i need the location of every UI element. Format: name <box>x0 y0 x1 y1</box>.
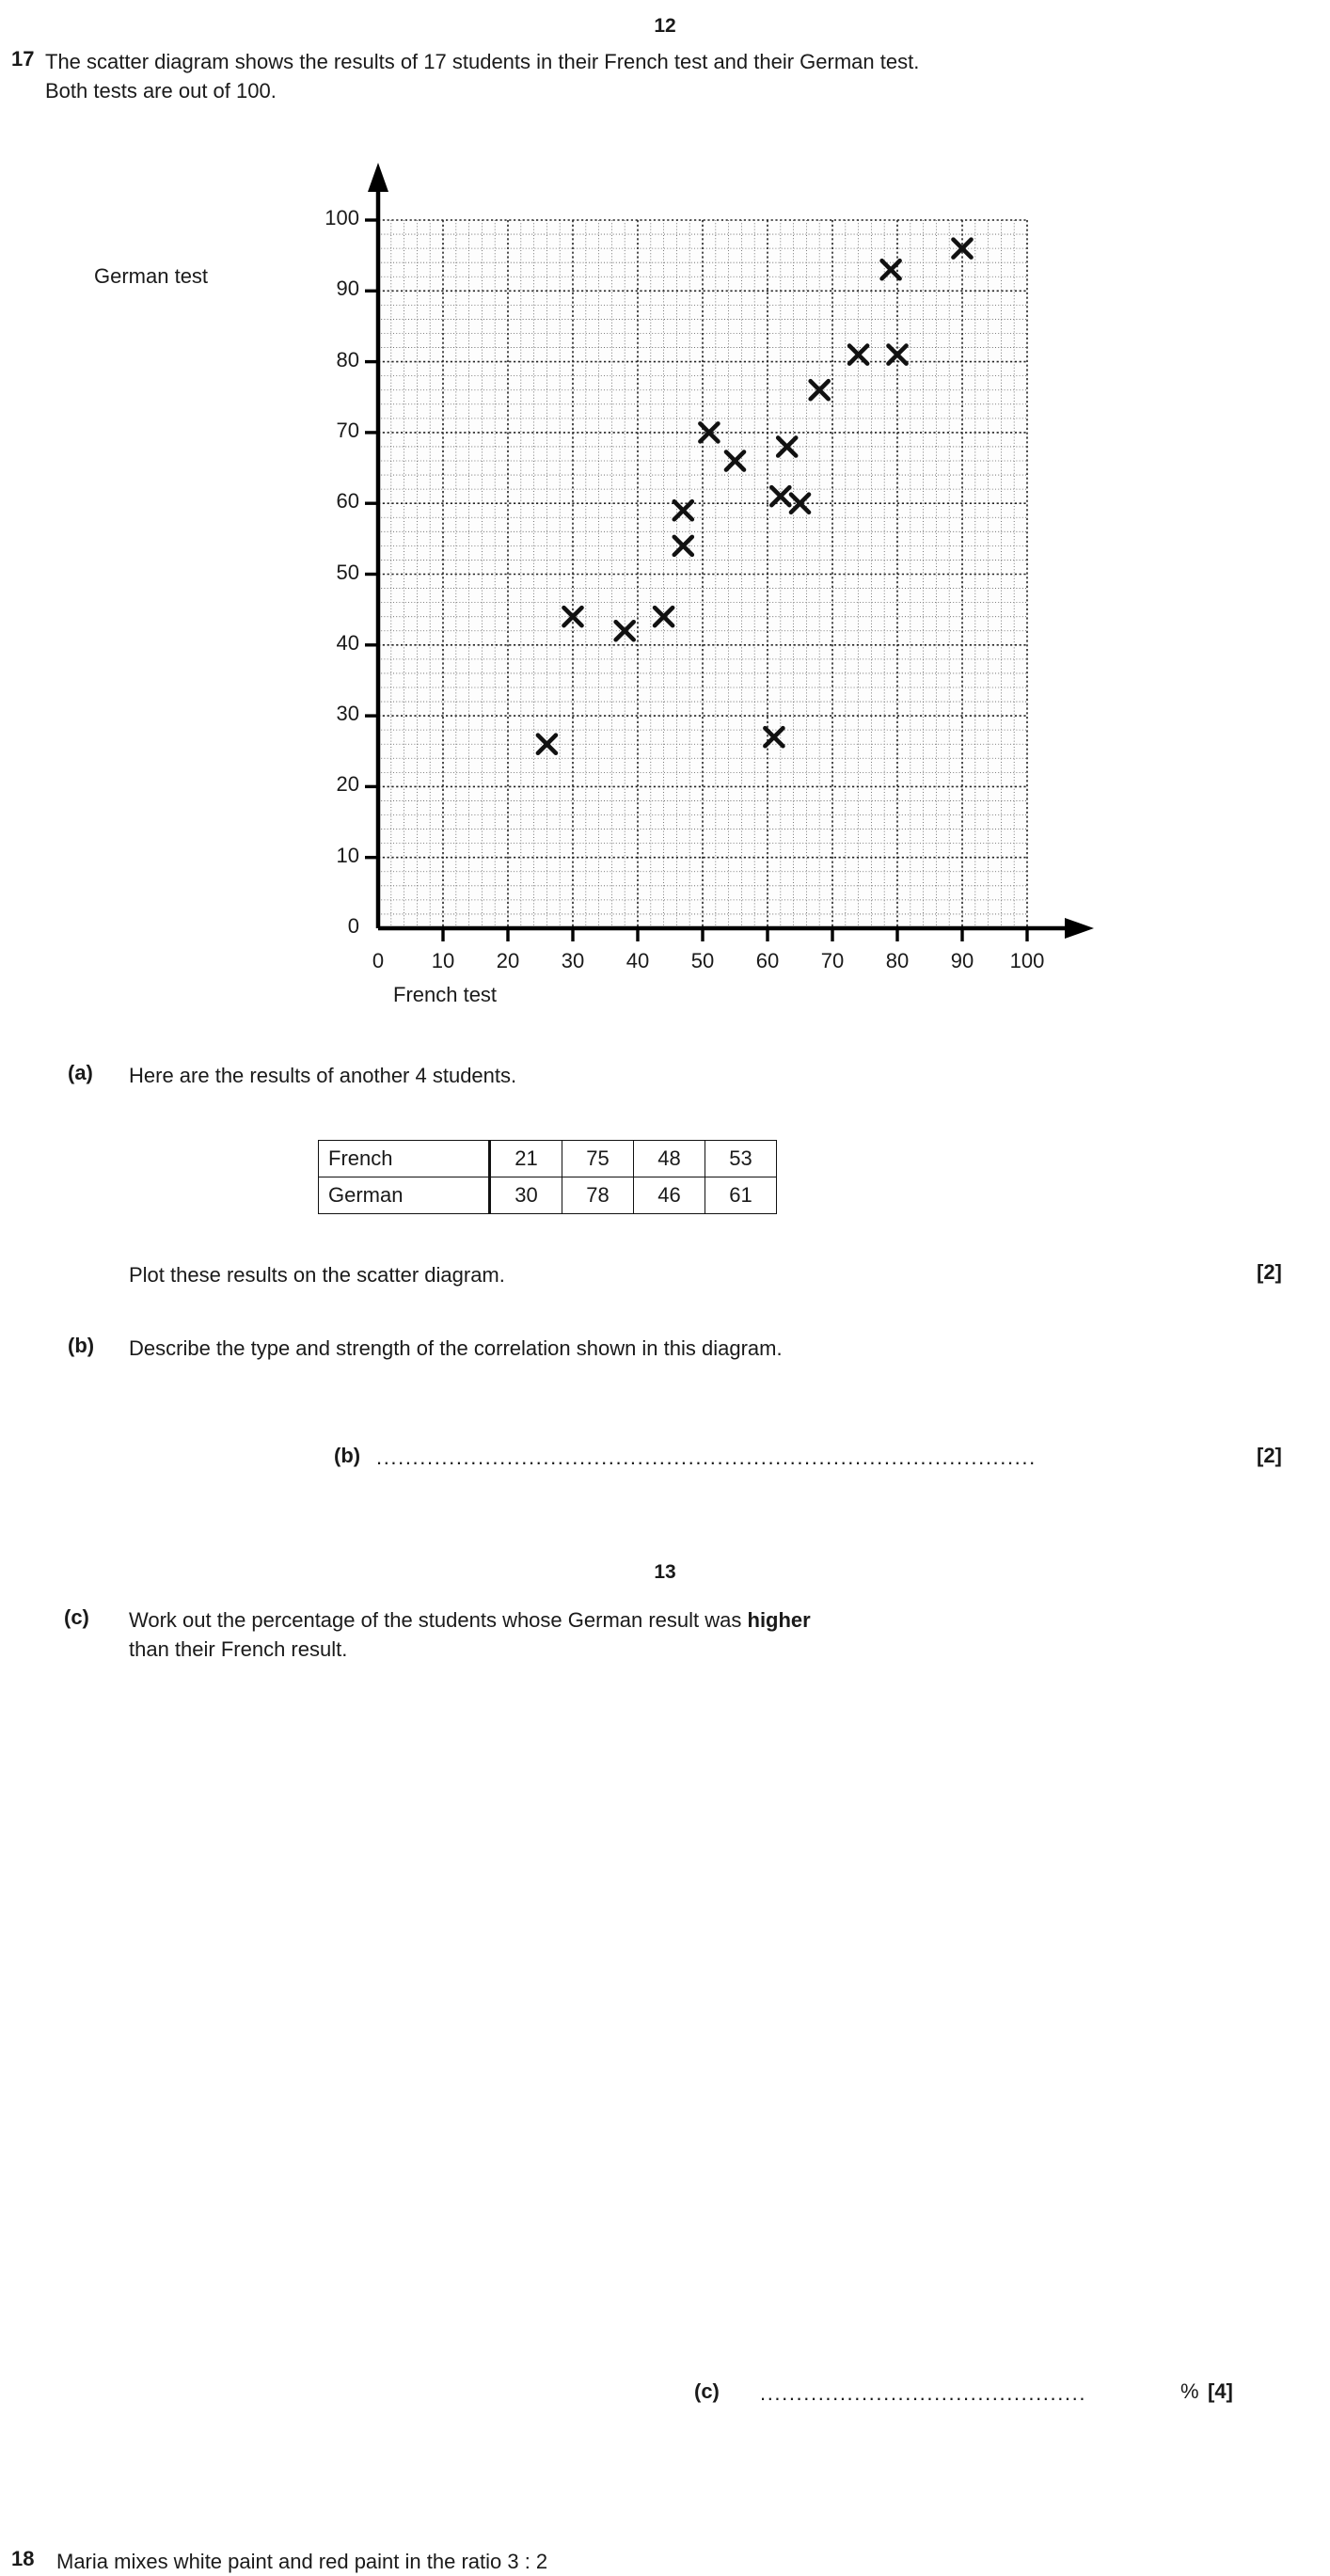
page-number-13: 13 <box>654 1561 676 1583</box>
part-a-marks: [2] <box>1257 1260 1282 1284</box>
results-table-body <box>319 1141 777 1214</box>
part-b-marks: [2] <box>1257 1444 1282 1467</box>
y-tick-70: 70 <box>336 418 359 442</box>
x-tick-50: 50 <box>690 949 715 972</box>
x-tick-20: 20 <box>496 949 520 972</box>
cell-french-4: 53 <box>705 1141 777 1177</box>
next-question-text: Maria mixes white paint and red paint in the ratio 3 : 2 <box>56 2550 548 2573</box>
cell-german-2: 78 <box>562 1177 634 1214</box>
y-tick-10: 10 <box>336 843 359 867</box>
question-line-1: The scatter diagram shows the results of 17 students in their French test and their German test. <box>45 50 920 73</box>
cell-german-4: 61 <box>705 1177 777 1214</box>
next-question-number: 18 <box>11 2547 35 2570</box>
row-head-german: German <box>319 1177 490 1214</box>
scatter-diagram <box>0 0 1330 1006</box>
part-a-instruction: Plot these results on the scatter diagram. <box>129 1263 505 1287</box>
y-tick-100: 100 <box>325 206 359 229</box>
y-tick-60: 60 <box>336 489 359 514</box>
part-a-label: (a) <box>68 1061 93 1084</box>
y-tick-90: 90 <box>336 277 359 301</box>
y-tick-20: 20 <box>336 772 359 797</box>
cell-german-1: 30 <box>490 1177 562 1214</box>
x-tick-30: 30 <box>561 949 585 972</box>
part-c-text-line-1 <box>129 1605 811 1635</box>
x-tick-10: 10 <box>431 949 455 972</box>
x-tick-70: 70 <box>820 949 845 972</box>
table-row <box>319 1177 777 1214</box>
cell-french-1: 21 <box>490 1141 562 1177</box>
y-tick-80: 80 <box>336 347 359 371</box>
question-number: 17 <box>11 47 35 71</box>
part-c-unit: % <box>1180 2379 1199 2403</box>
cell-french-3: 48 <box>634 1141 705 1177</box>
part-c-text-line-2: than their French result. <box>129 1637 348 1661</box>
part-a-text: Here are the results of another 4 students. <box>129 1064 517 1087</box>
part-c-marks: [4] <box>1208 2379 1233 2403</box>
part-c-label: (c) <box>64 1605 89 1629</box>
part-c-answer-label: (c) <box>694 2379 720 2403</box>
x-tick-90: 90 <box>950 949 974 972</box>
x-axis-label: French test <box>393 983 498 1006</box>
x-tick-100: 100 <box>1009 949 1045 972</box>
part-b-label: (b) <box>68 1334 95 1357</box>
x-tick-60: 60 <box>755 949 780 972</box>
x-tick-40: 40 <box>625 949 650 972</box>
results-table <box>318 1140 777 1214</box>
part-b-text: Describe the type and strength of the correlation shown in this diagram. <box>129 1336 783 1360</box>
y-tick-40: 40 <box>336 630 359 655</box>
table-row <box>319 1141 777 1177</box>
y-axis-label: German test <box>94 264 209 288</box>
x-tick-80: 80 <box>885 949 910 972</box>
cell-german-3: 46 <box>634 1177 705 1214</box>
part-b-answer-line[interactable]: ........................................................................................... <box>376 1446 1037 1469</box>
part-c-answer-line[interactable]: ............................................. <box>760 2381 1087 2405</box>
question-line-2: Both tests are out of 100. <box>45 79 277 103</box>
y-tick-30: 30 <box>336 702 359 726</box>
row-head-french: French <box>319 1141 490 1177</box>
part-c-text-a: Work out the percentage of the students whose German result was <box>129 1608 748 1632</box>
y-tick-50: 50 <box>336 560 359 584</box>
cell-french-2: 75 <box>562 1141 634 1177</box>
x-tick-0: 0 <box>372 949 385 972</box>
part-b-answer-label: (b) <box>334 1444 361 1467</box>
chart-canvas <box>0 0 1330 950</box>
part-c-text-bold: higher <box>747 1608 811 1632</box>
page-number-12: 12 <box>654 15 676 37</box>
y-tick-0: 0 <box>347 914 359 938</box>
